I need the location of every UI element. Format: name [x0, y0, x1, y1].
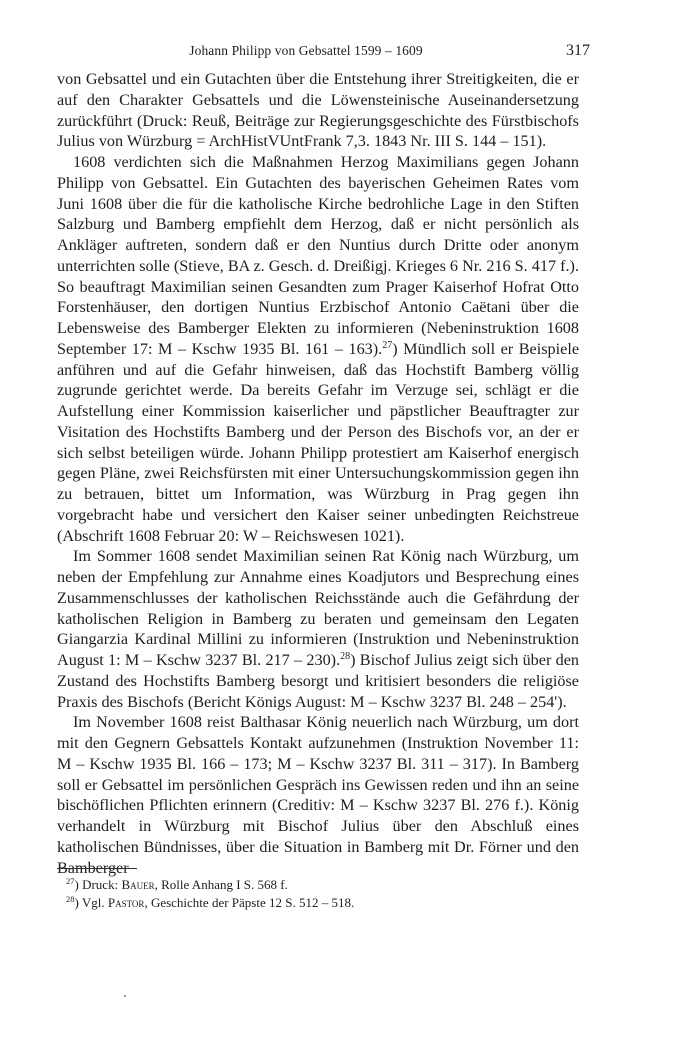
paragraph-text: ) Mündlich soll er Beispiele anführen und auf die Gefahr hinweisen, daß das Hochstift Bamberg völlig zugrunde gerichtet werde. Da bereits Gefahr im Verzuge sei, schlägt er die Aufstellung einer Kommission kaiserlicher und päpstlicher Beauftragter zur Visitation des Hochstifts Bamberg und der Person des Bischofs vor, an der er sich selbst beteiligen würde. Johann Philipp protestiert am Kaiserhof energisch gegen Pläne, zwei Reichsfürsten mit einer Untersuchungskommission gegen ihn zu betrauen, bittet um Information, was Würzburg in Prag gegen ihn vorgebracht habe und versichert den Kaiser seiner unbedingten Reichstreue (Abschrift 1608 Februar 20: W – Reichswesen 1021).: [57, 339, 579, 545]
paragraph: [57, 546, 579, 712]
paragraph-text: ) Bischof Julius zeigt sich über den Zustand des Hochstifts Bamberg besorgt und kritisiert besonders die religiöse Praxis des Bischofs (Bericht Königs August: M – Kschw 3237 Bl. 248 – 254').: [57, 651, 579, 711]
paragraph-text: Im Sommer 1608 sendet Maximilian seinen Rat König nach Würzburg, um neben der Empfehlung zur Annahme eines Koadjutors und Besprechung eines Zusammenschlusses der katholischen Reichsstände auch die Gefährdung der katholischen Religion in Bamberg zu beraten und gemeinsam den Legaten Giangarzia Kardinal Millini zu informieren (Instruktion und Nebeninstruktion August 1: M – Kschw 3237 Bl. 217 – 230).: [57, 547, 579, 669]
footnote-author: Bauer: [121, 877, 155, 892]
footnote-text: , Geschichte der Päpste 12 S. 512 – 518.: [144, 895, 355, 910]
footnote-reference: 28: [340, 651, 351, 662]
footnote-text: ) Vgl.: [74, 895, 108, 910]
footnote-reference: 27: [382, 339, 393, 351]
footnote-number: 27: [66, 876, 75, 886]
running-head: [0, 40, 700, 62]
page-number: 317: [566, 42, 590, 59]
footnotes: [57, 876, 579, 912]
scan-speck: [124, 995, 126, 997]
running-title: Johann Philipp von Gebsattel 1599 – 1609: [189, 43, 423, 58]
footnote-text: , Rolle Anhang I S. 568 f.: [154, 877, 288, 892]
paragraph: [57, 152, 579, 546]
footnote-author: Pastor: [107, 895, 145, 910]
footnote-text: ) Druck:: [74, 877, 122, 892]
paragraph: [57, 712, 579, 878]
paragraph-text: von Gebsattel und ein Gutachten über die Entstehung ihrer Streitigkeiten, die er auf den Charakter Gebsattels und die Löwensteinische Auseinandersetzung zurückführt (Druck: Reuß, Beiträge zur Regierungsgeschichte des Fürstbischofs Julius von Würzburg = ArchHistVUntFrank 7,3. 1843 Nr. III S. 144 – 151).: [57, 70, 579, 151]
paragraph-text: 1608 verdichten sich die Maßnahmen Herzog Maximilians gegen Johann Philipp von Gebsattel. Ein Gutachten des bayerischen Geheimen Rates vom Juni 1608 über die für die katholische Kirche bedrohliche Lage in den Stiften Salzburg und Bamberg empfiehlt dem Herzog, daß er nicht persönlich als Ankläger auftreten, sondern daß er den Nuntius durch Dritte oder anonym unterrichten solle (Stieve, BA z. Gesch. d. Dreißigj. Krieges 6 Nr. 216 S. 417 f.). So beauftragt Maximilian seinen Gesandten zum Prager Kaiserhof Hofrat Otto Forstenhäuser, den dortigen Nuntius Erzbischof Antonio Caëtani über die Lebensweise des Bamberger Elekten zu informieren (Nebeninstruktion 1608 September 17: M – Kschw 1935 Bl. 161 – 163).: [57, 153, 579, 358]
paragraph: [57, 69, 579, 152]
main-text: [57, 69, 579, 878]
footnote-number: 28: [66, 894, 75, 904]
paragraph-text: Im November 1608 reist Balthasar König neuerlich nach Würzburg, um dort mit den Gegnern Gebsattels Kontakt aufzunehmen (Instruktion November 11: M – Kschw 1935 Bl. 166 – 173; M – Kschw 3237 Bl. 311 – 317). In Bamberg soll er Gebsattel im persönlichen Gespräch ins Gewissen reden und ihn an seine bischöflichen Pflichten erinnern (Creditiv: M – Kschw 3237 Bl. 276 f.). König verhandelt in Würzburg mit Bischof Julius über den Abschluß eines katholischen Bündnisses, über die Situation in Bamberg mit Dr. Förner und den Bamberger: [57, 713, 579, 877]
footnote: [57, 894, 579, 912]
footnote: [57, 876, 579, 894]
footnote-rule: [57, 868, 137, 869]
